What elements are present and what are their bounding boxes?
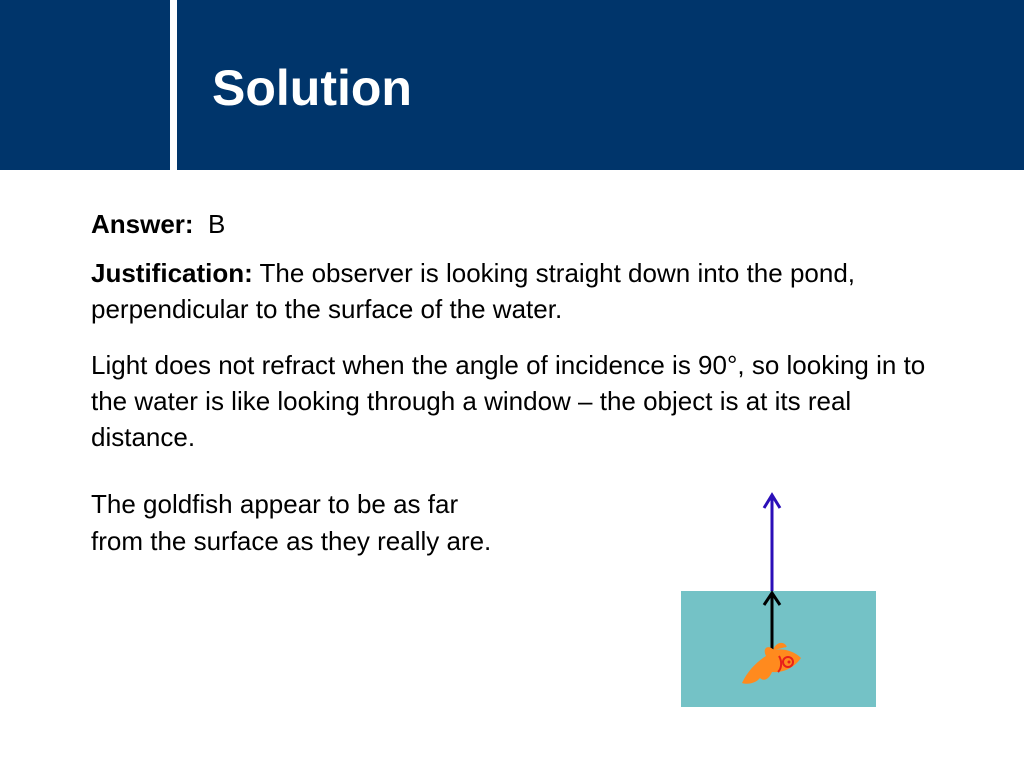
pond-water xyxy=(681,591,876,707)
goldfish-line-1: The goldfish appear to be as far xyxy=(91,489,459,519)
light-ray-arrow-icon xyxy=(764,495,780,591)
justification-label: Justification: xyxy=(91,258,253,288)
answer-value: B xyxy=(208,209,226,239)
pond-diagram xyxy=(670,480,890,720)
slide-body xyxy=(91,206,941,475)
goldfish-paragraph xyxy=(91,486,491,560)
goldfish-line-2: from the surface as they really are. xyxy=(91,526,492,556)
header-band xyxy=(0,0,1024,170)
refraction-paragraph: Light does not refract when the angle of incidence is 90°, so looking in to the water is like looking through a window – the object is at its real distance. xyxy=(91,350,926,452)
justification-text: The observer is looking straight down into the pond, perpendicular to the surface of the water. xyxy=(91,258,856,324)
answer-line xyxy=(91,206,941,242)
slide-title: Solution xyxy=(212,60,412,116)
justification-paragraph xyxy=(91,255,941,327)
answer-label: Answer: xyxy=(91,209,194,239)
header-divider xyxy=(170,0,177,170)
